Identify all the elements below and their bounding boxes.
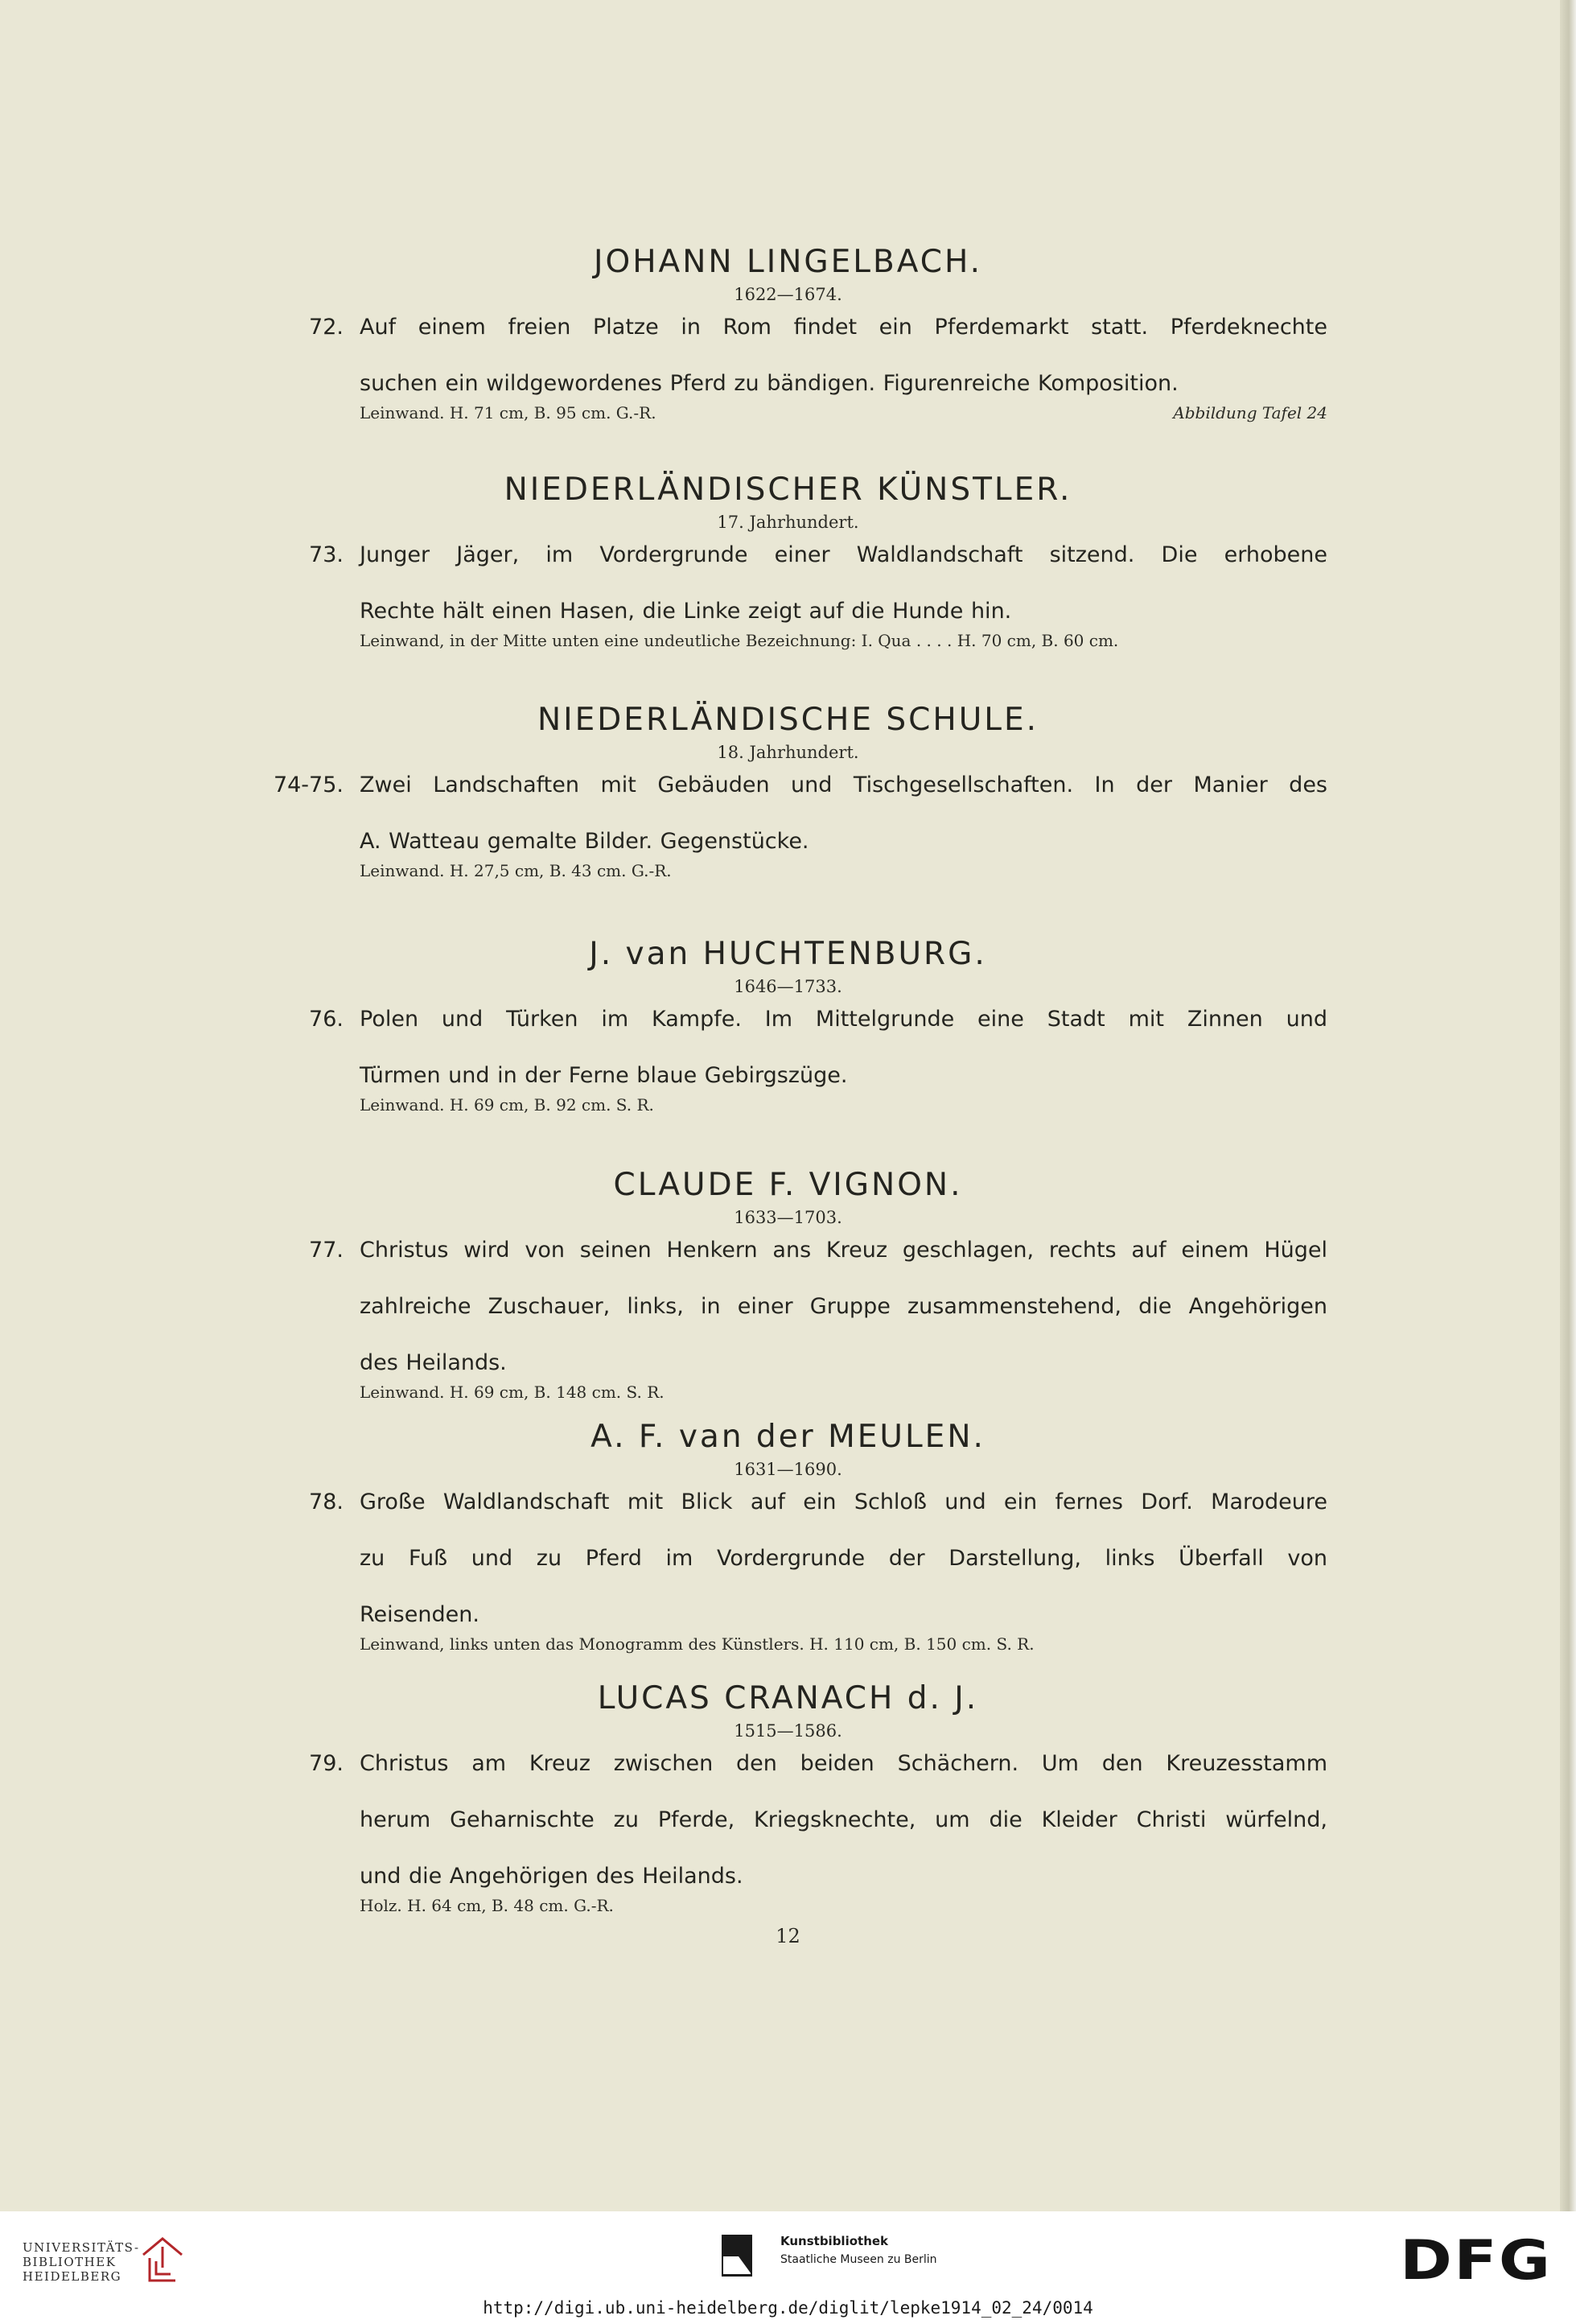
description-line: herum Geharnischte zu Pferde, Kriegsknechte, um die Kleider Christi würfelnd, [360, 1807, 1327, 1832]
item-description [360, 1236, 1327, 1377]
item-description [360, 541, 1327, 625]
description-line: Polen und Türken im Kampfe. Im Mittelgrunde eine Stadt mit Zinnen und [360, 1007, 1327, 1032]
artist-dates: 1515—1586. [734, 1721, 842, 1741]
page-number: 12 [776, 1925, 800, 1947]
technical-text: Leinwand. H. 69 cm, B. 92 cm. S. R. [360, 1095, 654, 1115]
ub-heidelberg-label [23, 2240, 140, 2284]
description-line: des Heilands. [360, 1350, 507, 1375]
dfg-logo: DFG [1400, 2229, 1553, 2293]
item-technical-details [360, 1633, 1327, 1655]
catalog-entry [0, 936, 1576, 1116]
description-line: und die Angehörigen des Heilands. [360, 1864, 743, 1889]
ub-line: HEIDELBERG [23, 2269, 122, 2284]
description-line: Auf einem freien Platze in Rom findet ein Pferdemarkt statt. Pferdeknechte [360, 315, 1327, 340]
item-number: 74-75. [273, 773, 344, 797]
catalog-item [0, 771, 1576, 882]
ub-line: UNIVERSITÄTS- [23, 2240, 140, 2255]
catalog-item [0, 1488, 1576, 1655]
artist-name: NIEDERLÄNDISCHER KÜNSTLER. [504, 472, 1072, 508]
description-line: suchen ein wildgewordenes Pferd zu bändigen. Figurenreiche Komposition. [360, 371, 1179, 396]
artist-dates: 1631—1690. [734, 1460, 842, 1479]
catalog-item [0, 1005, 1576, 1116]
item-description [360, 1488, 1327, 1629]
catalog-entry [0, 1680, 1576, 1917]
item-technical-details [360, 402, 1327, 424]
technical-text: Leinwand, links unten das Monogramm des Künstlers. H. 110 cm, B. 150 cm. S. R. [360, 1634, 1035, 1654]
ub-heidelberg-logo-icon [138, 2234, 187, 2290]
catalog-item [0, 541, 1576, 652]
item-technical-details [360, 859, 1327, 882]
item-number: 72. [309, 315, 344, 340]
artist-name: LUCAS CRANACH d. J. [597, 1680, 979, 1716]
description-line: Christus am Kreuz zwischen den beiden Schächern. Um den Kreuzesstamm [360, 1751, 1327, 1776]
item-number: 73. [309, 542, 344, 567]
description-line: Junger Jäger, im Vordergrunde einer Waldlandschaft sitzend. Die erhobene [360, 542, 1327, 567]
item-technical-details [360, 1894, 1327, 1917]
technical-text: Leinwand, in der Mitte unten eine undeutliche Bezeichnung: I. Qua . . . . H. 70 cm, B. 60 cm. [360, 631, 1119, 650]
kunstbibliothek-subtitle: Staatliche Museen zu Berlin [780, 2253, 937, 2266]
artist-name: A. F. van der MEULEN. [590, 1419, 986, 1455]
ub-line: BIBLIOTHEK [23, 2255, 117, 2269]
artist-dates: 1622—1674. [734, 285, 842, 304]
item-technical-details [360, 1094, 1327, 1116]
description-line: Türmen und in der Ferne blaue Gebirgszüge. [360, 1063, 848, 1088]
item-technical-details [360, 1381, 1327, 1403]
artist-name: CLAUDE F. VIGNON. [613, 1167, 963, 1203]
catalog-item [0, 313, 1576, 424]
catalog-entry [0, 702, 1576, 882]
description-line: Zwei Landschaften mit Gebäuden und Tischgesellschaften. In der Manier des [360, 773, 1327, 797]
catalog-entry [0, 244, 1576, 424]
source-url[interactable]: http://digi.ub.uni-heidelberg.de/diglit/lepke1914_02_24/0014 [483, 2298, 1093, 2318]
item-number: 78. [309, 1490, 344, 1514]
catalog-entry [0, 472, 1576, 652]
artist-name: NIEDERLÄNDISCHE SCHULE. [537, 702, 1039, 738]
item-description [360, 771, 1327, 855]
artist-name: JOHANN LINGELBACH. [594, 244, 982, 280]
artist-dates: 1646—1733. [734, 977, 842, 996]
description-line: zahlreiche Zuschauer, links, in einer Gruppe zusammenstehend, die Angehörigen [360, 1294, 1327, 1319]
description-line: Christus wird von seinen Henkern ans Kreuz geschlagen, rechts auf einem Hügel [360, 1238, 1327, 1263]
item-number: 77. [309, 1238, 344, 1263]
description-line: Rechte hält einen Hasen, die Linke zeigt auf die Hunde hin. [360, 599, 1012, 624]
artist-dates: 17. Jahrhundert. [717, 513, 859, 532]
artist-name: J. van HUCHTENBURG. [589, 936, 987, 972]
technical-text: Leinwand. H. 27,5 cm, B. 43 cm. G.-R. [360, 861, 672, 880]
item-number: 79. [309, 1751, 344, 1776]
item-description [360, 1005, 1327, 1090]
digitization-footer [0, 2211, 1576, 2324]
plate-reference: Abbildung Tafel 24 [1173, 403, 1327, 422]
technical-text: Holz. H. 64 cm, B. 48 cm. G.-R. [360, 1896, 614, 1915]
technical-text: Leinwand. H. 69 cm, B. 148 cm. S. R. [360, 1382, 665, 1402]
description-line: Große Waldlandschaft mit Blick auf ein Schloß und ein fernes Dorf. Marodeure [360, 1490, 1327, 1514]
item-technical-details [360, 629, 1327, 652]
artist-dates: 1633—1703. [734, 1208, 842, 1227]
artist-dates: 18. Jahrhundert. [717, 743, 859, 762]
description-line: Reisenden. [360, 1602, 479, 1627]
item-number: 76. [309, 1007, 344, 1032]
catalog-item [0, 1236, 1576, 1403]
description-line: zu Fuß und zu Pferd im Vordergrunde der Darstellung, links Überfall von [360, 1546, 1327, 1571]
catalog-entry [0, 1167, 1576, 1403]
catalog-entry [0, 1419, 1576, 1655]
item-description [360, 313, 1327, 398]
description-line: A. Watteau gemalte Bilder. Gegenstücke. [360, 829, 809, 854]
technical-text: Leinwand. H. 71 cm, B. 95 cm. G.-R. [360, 403, 656, 422]
catalog-item [0, 1749, 1576, 1917]
kunstbibliothek-logo-icon [718, 2232, 756, 2279]
kunstbibliothek-title: Kunstbibliothek [780, 2234, 889, 2248]
item-description [360, 1749, 1327, 1890]
